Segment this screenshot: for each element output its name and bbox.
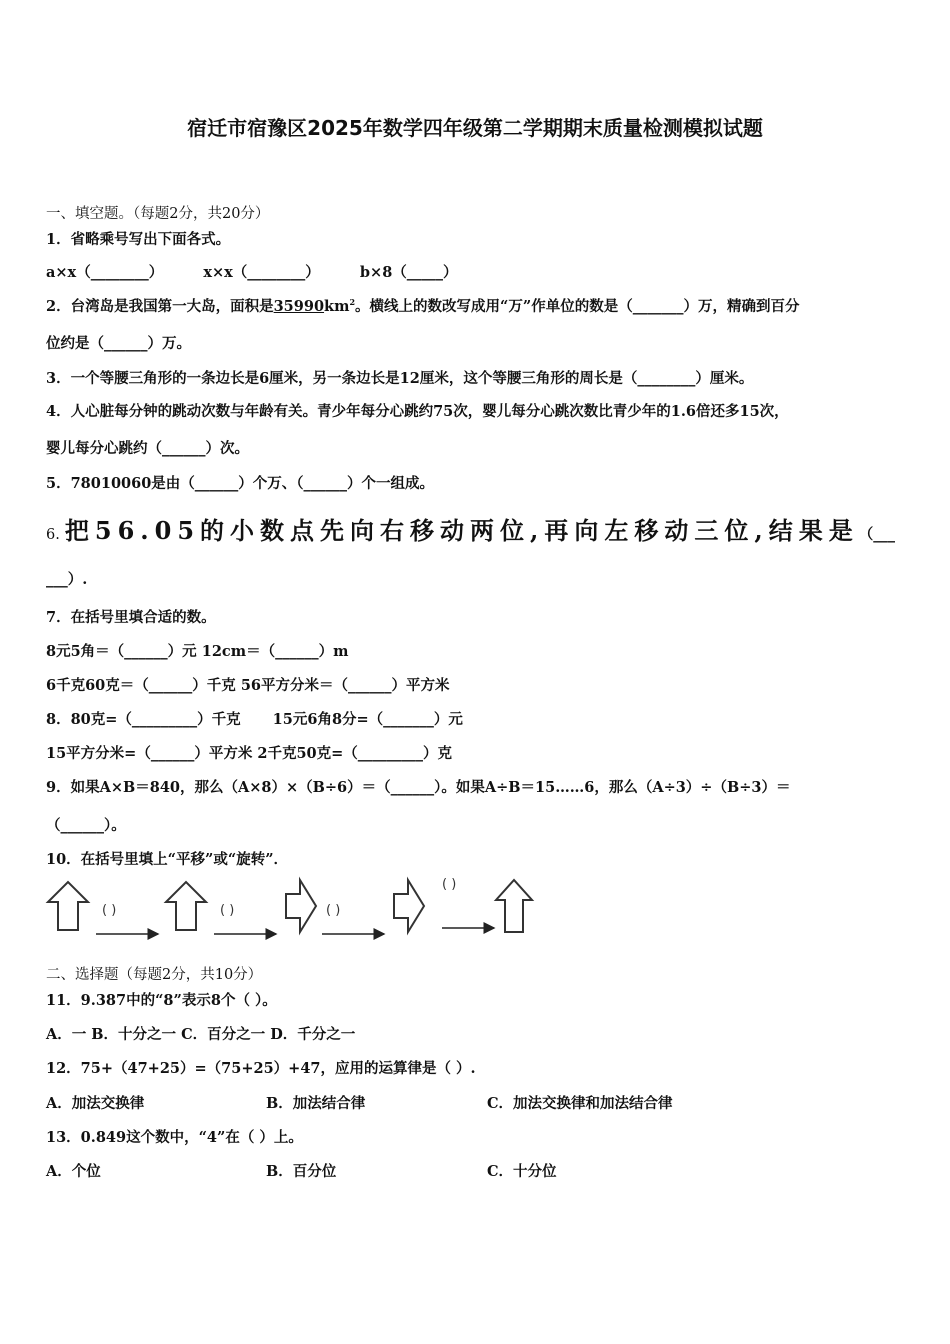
question-2-line2: 位约是（______）万。	[46, 335, 191, 352]
question-7-line1: 8元5角＝（______）元 12cm＝（______）m	[46, 643, 349, 660]
page-title: 宿迁市宿豫区2025年数学四年级第二学期期末质量检测模拟试题	[187, 116, 763, 140]
question-11: 11．9.387中的“8”表示8个（ ）。	[46, 992, 277, 1009]
q10-blank-4: ( )	[442, 877, 457, 892]
question-13-option-a: A．个位	[46, 1163, 101, 1180]
question-6: 6. 把56.05的小数点先向右移动两位,再向左移动三位,结果是（___	[46, 516, 896, 545]
question-6-line2: ___）.	[46, 571, 88, 588]
question-12-option-c: C．加法交换律和加法结合律	[487, 1095, 673, 1112]
question-10: 10．在括号里填上“平移”或“旋转”．	[46, 851, 289, 868]
q2-number: 35990	[273, 298, 325, 315]
question-2: 2．台湾岛是我国第一大岛，面积是$35990km^2$。横线上的数改写成用“万”作单位的数是（_______）万，精确到百分	[46, 297, 800, 315]
question-1-items	[46, 261, 458, 282]
question-9-line2: （______）。	[46, 817, 126, 834]
question-13-option-b: B．百分位	[266, 1163, 337, 1180]
question-4: 4．人心脏每分钟的跳动次数与年龄有关。青少年每分心跳约75次，婴儿每分心跳次数比青少年的1.6倍还多15次，	[46, 403, 789, 420]
up-arrow-shape-2	[166, 882, 206, 930]
q10-blank-3: ( )	[326, 903, 341, 918]
question-12: 12．75+（47+25）=（75+25）+47，应用的运算律是（ ）.	[46, 1060, 476, 1077]
question-11-options: A．一 B．十分之一 C．百分之一 D．千分之一	[46, 1026, 356, 1043]
question-8: 8．80克=（_________）千克 15元6角8分=（_______）元	[46, 711, 463, 728]
question-13: 13．0.849这个数中，“4”在（ ）上。	[46, 1129, 303, 1146]
question-8-line2: 15平方分米=（______）平方米 2千克50克=（_________）克	[46, 745, 453, 762]
question-4-line2: 婴儿每分心跳约（______）次。	[46, 440, 249, 457]
up-arrow-shape-1	[48, 882, 88, 930]
transform-arrows-svg	[44, 872, 539, 944]
question-1: 1．省略乘号写出下面各式。	[46, 231, 231, 248]
q1-item-c: b×8（_____）	[359, 264, 458, 281]
question-5: 5．78010060是由（______）个万、（______）个一组成。	[46, 475, 435, 492]
right-arrow-shape-1	[286, 880, 316, 932]
question-12-option-b: B．加法结合律	[266, 1095, 366, 1112]
q10-blank-2: ( )	[220, 903, 235, 918]
question-12-option-a: A．加法交换律	[46, 1095, 145, 1112]
up-arrow-shape-3	[496, 880, 532, 932]
section2-heading: 二、选择题（每题2分，共10分）	[46, 967, 263, 983]
section1-heading: 一、填空题。（每题2分，共20分）	[46, 206, 270, 222]
question-7-line2: 6千克60克＝（______）千克 56平方分米＝（______）平方米	[46, 677, 450, 694]
question-3: 3．一个等腰三角形的一条边长是6厘米，另一条边长是12厘米，这个等腰三角形的周长是（________）厘米。	[46, 370, 754, 387]
q10-blank-1: ( )	[102, 903, 117, 918]
question-9: 9．如果A×B＝840，那么（A×8）×（B÷6）＝（______）。如果A÷B＝15……6，那么（A÷3）÷（B÷3）＝	[46, 779, 791, 796]
q10-transform-figure	[44, 872, 539, 944]
question-13-option-c: C．十分位	[487, 1163, 557, 1180]
q1-item-a: a×x（________）	[46, 264, 164, 281]
question-7: 7．在括号里填合适的数。	[46, 609, 216, 626]
right-arrow-shape-2	[394, 880, 424, 932]
q1-item-b: x×x（________）	[203, 264, 320, 281]
